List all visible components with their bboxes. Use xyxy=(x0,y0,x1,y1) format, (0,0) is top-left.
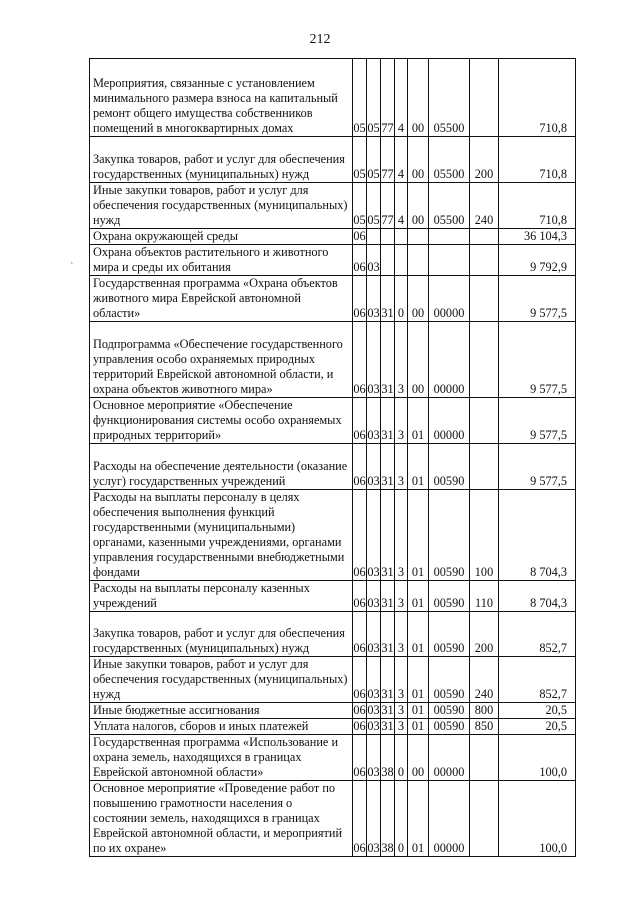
row-name: Расходы на выплаты персоналу казенных учреждений xyxy=(90,581,353,612)
table-row xyxy=(90,398,576,444)
row-name: Закупка товаров, работ и услуг для обеспечения государственных (муниципальных) нужд xyxy=(90,137,353,183)
row-name: Охрана объектов растительного и животного мира и среды их обитания xyxy=(90,245,353,276)
budget-table xyxy=(89,58,576,857)
activity-code xyxy=(408,229,429,245)
row-name: Подпрограмма «Обеспечение государственного управления особо охраняемых природных территорий Еврейской автономной области, и охрана объектов животного мира» xyxy=(90,322,353,398)
amount: 20,5 xyxy=(499,703,576,719)
amount: 9 577,5 xyxy=(499,444,576,490)
program-code: 31 xyxy=(381,444,395,490)
amount: 710,8 xyxy=(499,183,576,229)
activity-code: 01 xyxy=(408,398,429,444)
section-code: 06 xyxy=(353,703,366,717)
expense-type-code xyxy=(470,59,499,137)
expense-type-code: 110 xyxy=(470,581,499,612)
activity-code: 00 xyxy=(408,59,429,137)
program-code: 77 xyxy=(381,183,395,229)
amount: 9 792,9 xyxy=(499,245,576,276)
section-code: 06 xyxy=(353,781,367,857)
subprogram-code: 3 xyxy=(395,657,408,703)
section-code: 06 xyxy=(353,276,367,322)
subsection-code: 03 xyxy=(367,276,381,322)
section-code: 05 xyxy=(353,59,367,137)
subsection-code xyxy=(367,229,381,245)
subprogram-code: 0 xyxy=(395,781,408,857)
stray-mark: ` xyxy=(70,262,74,273)
expense-type-code xyxy=(470,229,499,245)
activity-code: 01 xyxy=(408,490,429,581)
program-code: 38 xyxy=(381,735,395,781)
direction-code: 00000 xyxy=(429,322,470,398)
activity-code: 00 xyxy=(408,322,429,398)
subsection-code: 05 xyxy=(367,59,381,137)
program-code: 31 xyxy=(381,490,395,581)
section-code: 05 xyxy=(353,183,367,229)
direction-code xyxy=(429,229,470,245)
row-name: Охрана окружающей среды xyxy=(90,229,353,245)
activity-code: 01 xyxy=(408,444,429,490)
expense-type-code: 200 xyxy=(470,612,499,657)
row-name: Государственная программа «Охрана объектов животного мира Еврейской автономной области» xyxy=(90,276,353,322)
program-code: 31 xyxy=(381,719,394,733)
row-name: Основное мероприятие «Обеспечение функционирования системы особо охраняемых природных территорий» xyxy=(90,398,353,444)
amount: 852,7 xyxy=(499,612,576,657)
program-code: 31 xyxy=(381,322,395,398)
program-code: 31 xyxy=(381,703,394,717)
row-name: Расходы на обеспечение деятельности (оказание услуг) государственных учреждений xyxy=(90,444,353,490)
amount: 710,8 xyxy=(499,59,576,137)
expense-type-code: 800 xyxy=(470,703,499,719)
row-name: Расходы на выплаты персоналу в целях обеспечения выполнения функций государственными (муниципальными) органами, казенными учреждениями, органами управления государственными внебюджетными фондами xyxy=(90,490,353,581)
row-name: Уплата налогов, сборов и иных платежей xyxy=(90,719,353,735)
amount: 100,0 xyxy=(499,735,576,781)
direction-code: 00000 xyxy=(429,735,470,781)
activity-code xyxy=(408,245,429,276)
program-code: 31 xyxy=(381,398,395,444)
row-name: Иные закупки товаров, работ и услуг для обеспечения государственных (муниципальных) нужд xyxy=(90,183,353,229)
subprogram-code xyxy=(395,229,408,245)
activity-code: 01 xyxy=(408,657,429,703)
table-row xyxy=(90,322,576,398)
subsection-code: 03 xyxy=(367,490,381,581)
subsection-code: 03 xyxy=(367,581,381,612)
expense-type-code: 240 xyxy=(470,183,499,229)
section-code: 06 xyxy=(353,719,366,733)
direction-code: 05500 xyxy=(429,183,470,229)
table-row xyxy=(90,657,576,703)
subsection-code: 05 xyxy=(367,183,381,229)
direction-code: 00590 xyxy=(429,657,470,703)
direction-code: 05500 xyxy=(429,59,470,137)
program-code: 77 xyxy=(381,59,395,137)
expense-type-code xyxy=(470,245,499,276)
direction-code: 00590 xyxy=(429,444,470,490)
amount: 710,8 xyxy=(499,137,576,183)
subprogram-code xyxy=(395,245,408,276)
direction-code: 00590 xyxy=(429,612,470,657)
direction-code: 00000 xyxy=(429,398,470,444)
table-row xyxy=(90,719,576,735)
subsection-code: 03 xyxy=(367,781,381,857)
amount: 852,7 xyxy=(499,657,576,703)
subprogram-code: 3 xyxy=(395,398,408,444)
table-row xyxy=(90,444,576,490)
expense-type-code: 100 xyxy=(470,490,499,581)
row-name: Мероприятия, связанные с установлением минимального размера взноса на капитальный ремонт общего имущества собственников помещений в многоквартирных домах xyxy=(90,59,353,137)
subsection-code: 03 xyxy=(367,657,381,703)
amount: 8 704,3 xyxy=(499,490,576,581)
expense-type-code: 850 xyxy=(470,719,499,735)
expense-type-code: 200 xyxy=(470,137,499,183)
section-code: 05 xyxy=(353,137,367,183)
table-row xyxy=(90,59,576,137)
subsection-code: 03 xyxy=(367,398,381,444)
section-code: 06 xyxy=(353,490,367,581)
section-code: 06 xyxy=(353,657,367,703)
subprogram-code: 3 xyxy=(395,703,408,719)
direction-code xyxy=(429,245,470,276)
subsection-code: 03 xyxy=(367,444,381,490)
amount: 9 577,5 xyxy=(499,322,576,398)
subsection-code: 05 xyxy=(367,137,381,183)
table-row xyxy=(90,703,576,719)
table-row xyxy=(90,581,576,612)
direction-code: 00590 xyxy=(429,719,470,735)
table-row xyxy=(90,781,576,857)
activity-code: 01 xyxy=(408,781,429,857)
program-code: 77 xyxy=(381,137,395,183)
program-code: 31 xyxy=(381,612,395,657)
expense-type-code xyxy=(470,322,499,398)
subsection-code: 03 xyxy=(367,703,380,717)
program-code: 31 xyxy=(381,276,395,322)
expense-type-code: 240 xyxy=(470,657,499,703)
subprogram-code: 4 xyxy=(395,137,408,183)
table-row xyxy=(90,137,576,183)
budget-table-body xyxy=(90,59,576,857)
activity-code: 00 xyxy=(408,735,429,781)
subsection-code: 03 xyxy=(367,245,381,276)
direction-code: 00000 xyxy=(429,781,470,857)
subprogram-code: 0 xyxy=(395,276,408,322)
amount: 36 104,3 xyxy=(499,229,576,245)
program-code: 31 xyxy=(381,657,395,703)
activity-code: 00 xyxy=(408,137,429,183)
section-code: 06 xyxy=(353,229,366,243)
expense-type-code xyxy=(470,444,499,490)
section-code: 06 xyxy=(353,444,367,490)
activity-code: 01 xyxy=(408,581,429,612)
expense-type-code xyxy=(470,735,499,781)
activity-code: 01 xyxy=(408,719,429,735)
section-code: 06 xyxy=(353,581,367,612)
expense-type-code xyxy=(470,398,499,444)
subsection-code: 03 xyxy=(367,322,381,398)
section-code: 06 xyxy=(353,398,367,444)
subprogram-code: 0 xyxy=(395,735,408,781)
row-name: Государственная программа «Использование и охрана земель, находящихся в границах Еврейской автономной области» xyxy=(90,735,353,781)
section-code: 06 xyxy=(353,735,367,781)
direction-code: 00590 xyxy=(429,490,470,581)
amount: 8 704,3 xyxy=(499,581,576,612)
amount: 20,5 xyxy=(499,719,576,735)
direction-code: 05500 xyxy=(429,137,470,183)
amount: 9 577,5 xyxy=(499,276,576,322)
subprogram-code: 4 xyxy=(395,183,408,229)
table-row xyxy=(90,229,576,245)
table-row xyxy=(90,245,576,276)
direction-code: 00590 xyxy=(429,581,470,612)
section-code: 06 xyxy=(353,612,367,657)
subsection-code: 03 xyxy=(367,612,381,657)
program-code xyxy=(381,229,395,245)
table-row xyxy=(90,183,576,229)
section-code: 06 xyxy=(353,245,367,276)
subprogram-code: 3 xyxy=(395,490,408,581)
program-code: 31 xyxy=(381,581,395,612)
section-code: 06 xyxy=(353,322,367,398)
row-name: Иные закупки товаров, работ и услуг для обеспечения государственных (муниципальных) нужд xyxy=(90,657,353,703)
row-name: Иные бюджетные ассигнования xyxy=(90,703,353,719)
row-name: Закупка товаров, работ и услуг для обеспечения государственных (муниципальных) нужд xyxy=(90,612,353,657)
program-code xyxy=(381,245,395,276)
subprogram-code: 3 xyxy=(395,322,408,398)
expense-type-code xyxy=(470,276,499,322)
amount: 9 577,5 xyxy=(499,398,576,444)
subsection-code: 03 xyxy=(367,735,381,781)
program-code: 38 xyxy=(381,781,395,857)
activity-code: 01 xyxy=(408,612,429,657)
subprogram-code: 3 xyxy=(395,444,408,490)
activity-code: 00 xyxy=(408,276,429,322)
expense-type-code xyxy=(470,781,499,857)
activity-code: 01 xyxy=(408,703,429,719)
subprogram-code: 3 xyxy=(395,581,408,612)
subprogram-code: 3 xyxy=(395,719,408,735)
amount: 100,0 xyxy=(499,781,576,857)
table-row xyxy=(90,612,576,657)
subprogram-code: 4 xyxy=(395,59,408,137)
direction-code: 00000 xyxy=(429,276,470,322)
table-row xyxy=(90,490,576,581)
row-name: Основное мероприятие «Проведение работ по повышению грамотности населения о состоянии земель, находящихся в границах Еврейской автономной области, и мероприятий по их охране» xyxy=(90,781,353,857)
subsection-code: 03 xyxy=(367,719,380,733)
table-row xyxy=(90,735,576,781)
table-row xyxy=(90,276,576,322)
direction-code: 00590 xyxy=(429,703,470,719)
page-number: 212 xyxy=(309,32,331,47)
activity-code: 00 xyxy=(408,183,429,229)
subprogram-code: 3 xyxy=(395,612,408,657)
